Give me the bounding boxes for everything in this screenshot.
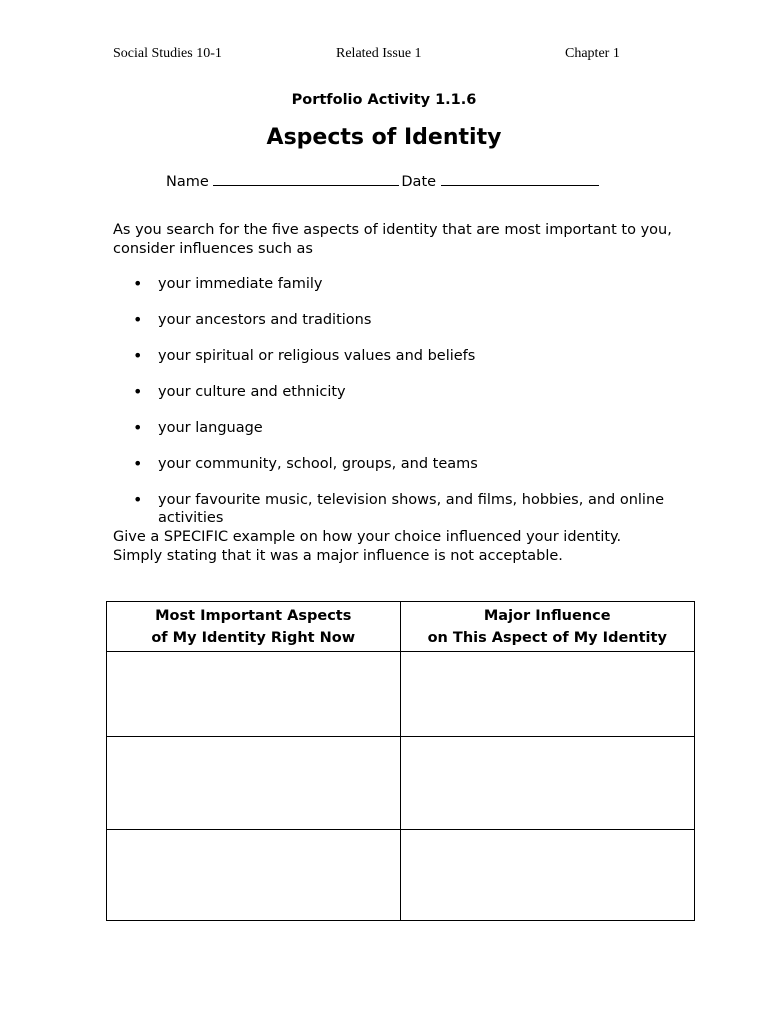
list-item [113,347,673,365]
list-item-text: your language [158,420,263,436]
bullet-icon: • [133,382,143,401]
identity-table [106,601,695,921]
bullet-icon: • [133,490,143,509]
bullet-icon: • [133,418,143,437]
table-row [107,652,695,737]
table-header-row [107,602,695,652]
influence-cell[interactable] [400,652,695,737]
bullet-icon: • [133,310,143,329]
instruction-paragraph: Give a SPECIFIC example on how your choice influenced your identity. Simply stating that it was a major influence is not acceptable. [113,529,622,564]
name-blank[interactable] [213,171,399,186]
list-item [113,419,673,437]
column-header-aspects-line2: of My Identity Right Now [151,629,356,646]
list-item [113,455,673,473]
activity-label: Portfolio Activity 1.1.6 [291,92,477,108]
influence-list [113,275,673,527]
list-item [113,311,673,329]
influence-cell[interactable] [400,830,695,921]
list-item-text: your culture and ethnicity [158,384,346,400]
influence-cell[interactable] [400,737,695,830]
list-item [113,491,673,527]
column-header-influence [400,602,695,652]
aspect-cell[interactable] [107,652,401,737]
header-course: Social Studies 10-1 [113,46,222,61]
date-blank[interactable] [441,171,599,186]
table-row [107,737,695,830]
list-item-text: your ancestors and traditions [158,312,372,328]
page-title: Aspects of Identity [266,125,502,150]
name-label: Name [166,174,209,190]
column-header-influence-line2: on This Aspect of My Identity [427,629,667,646]
date-label: Date [401,174,437,190]
bullet-icon: • [133,346,143,365]
column-header-aspects-line1: Most Important Aspects [155,607,352,624]
table-row [107,830,695,921]
header-issue: Related Issue 1 [336,46,422,61]
column-header-influence-line1: Major Influence [483,607,611,624]
list-item-text: your community, school, groups, and teams [158,456,478,472]
bullet-icon: • [133,454,143,473]
aspect-cell[interactable] [107,737,401,830]
header-chapter: Chapter 1 [565,46,620,61]
intro-paragraph: As you search for the five aspects of identity that are most important to you, consider influences such as [113,222,672,257]
column-header-aspects [107,602,401,652]
bullet-icon: • [133,274,143,293]
list-item-text: your spiritual or religious values and beliefs [158,348,476,364]
name-date-line [166,171,601,190]
aspect-cell[interactable] [107,830,401,921]
list-item [113,275,673,293]
list-item-text: your favourite music, television shows, and films, hobbies, and online activities [158,492,665,526]
page-header [0,46,768,66]
list-item [113,383,673,401]
list-item-text: your immediate family [158,276,323,292]
